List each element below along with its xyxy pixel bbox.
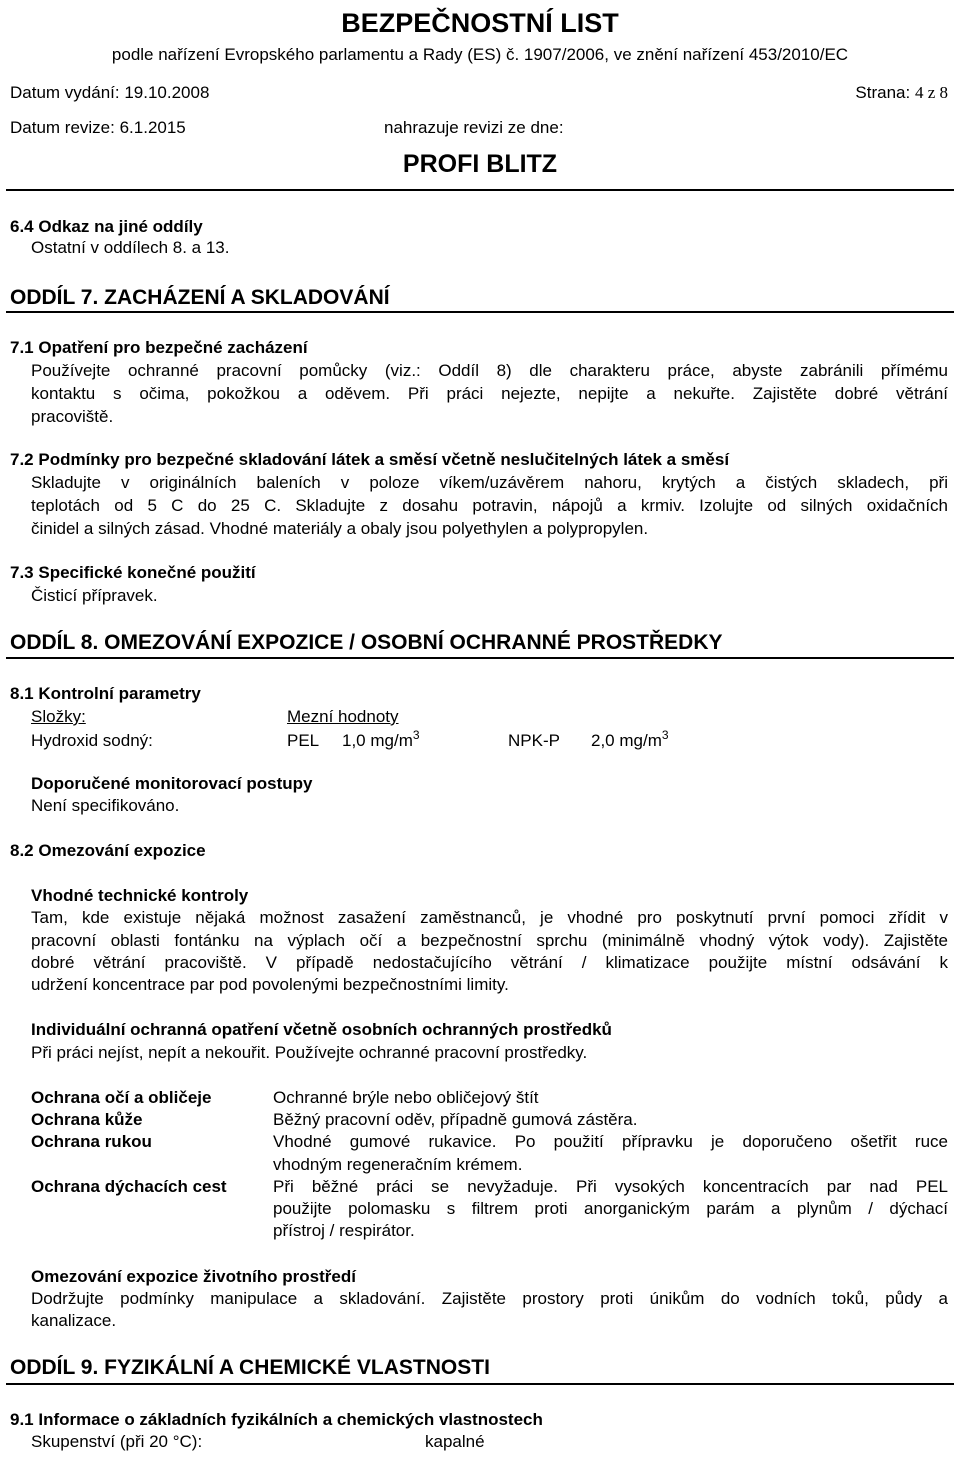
protection-label-skin: Ochrana kůže (31, 1110, 143, 1129)
header-divider (6, 189, 954, 191)
document-title: BEZPEČNOSTNÍ LIST (341, 8, 619, 38)
protection-label-eyes: Ochrana očí a obličeje (31, 1088, 212, 1107)
state-label: Skupenství (při 20 °C): (31, 1432, 203, 1451)
component-name: Hydroxid sodný: (31, 731, 153, 750)
pel-value: 1,0 $mg/m^3$ (342, 728, 420, 750)
tech-controls-line: udržení koncentrace par pod povolenými bezpečnostními limity. (31, 975, 509, 994)
protection-label-hands: Ochrana rukou (31, 1132, 152, 1151)
section-9-1-heading: 9.1 Informace o základních fyzikálních a chemických vlastnostech (10, 1410, 543, 1429)
protection-value-hands: vhodným regeneračním krémem. (273, 1155, 523, 1174)
protection-value-respiratory: Při běžné práci se nevyžaduje. Při vysokých koncentracích par nad PEL (273, 1177, 948, 1196)
column-limits: Mezní hodnoty (287, 707, 399, 726)
environmental-exposure-line: Dodržujte podmínky manipulace a skladování. Zajistěte prostory proti únikům do vodních toků, půdy a (31, 1289, 948, 1308)
column-components: Složky: (31, 707, 86, 726)
protection-value-skin: Běžný pracovní oděv, případně gumová zástěra. (273, 1110, 638, 1129)
section-8-divider (6, 657, 954, 659)
protection-value-eyes: Ochranné brýle nebo obličejový štít (273, 1088, 539, 1107)
section-7-divider (6, 311, 954, 313)
section-9-heading: ODDÍL 9. FYZIKÁLNÍ A CHEMICKÉ VLASTNOSTI (10, 1356, 490, 1379)
document-subtitle: podle nařízení Evropského parlamentu a Rady (ES) č. 1907/2006, ve znění nařízení 453/2010/EC (111, 45, 849, 64)
state-value: kapalné (425, 1432, 485, 1451)
npk-label: NPK-P (508, 731, 560, 750)
section-6-4-text: Ostatní v oddílech 8. a 13. (31, 238, 230, 257)
section-7-2-line: činidel a silných zásad. Vhodné materiály a obaly jsou polyethylen a polypropylen. (31, 519, 649, 538)
section-8-1-heading: 8.1 Kontrolní parametry (10, 684, 201, 703)
environmental-exposure-line: kanalizace. (31, 1311, 117, 1330)
page-indicator (855, 83, 948, 103)
section-7-2-heading: 7.2 Podmínky pro bezpečné skladování látek a směsí včetně neslučitelných látek a směsí (10, 450, 730, 469)
protection-value-respiratory: použijte polomasku s filtrem proti anorganickým parám a plynům / dýchací (273, 1199, 948, 1218)
section-8-heading: ODDÍL 8. OMEZOVÁNÍ EXPOZICE / OSOBNÍ OCHRANNÉ PROSTŘEDKY (10, 631, 723, 654)
revision-date: Datum revize: 6.1.2015 (10, 118, 186, 137)
protection-label-respiratory: Ochrana dýchacích cest (31, 1177, 227, 1196)
monitoring-text: Není specifikováno. (31, 796, 180, 815)
section-7-1-line: Používejte ochranné pracovní pomůcky (viz.: Oddíl 8) dle charakteru práce, abyste zabránili přímému (31, 361, 948, 380)
section-9-divider (6, 1383, 954, 1385)
section-7-1-line: pracoviště. (31, 407, 114, 426)
replaces-revision: nahrazuje revizi ze dne: (384, 118, 564, 137)
pel-label: PEL (287, 731, 320, 750)
tech-controls-heading: Vhodné technické kontroly (31, 886, 249, 905)
section-7-2-line: teplotách od 5 C do 25 C. Skladujte z dosahu potravin, nápojů a krmiv. Izolujte od silných oxidačních (31, 496, 948, 515)
section-7-2-line: Skladujte v originálních baleních v poloze víkem/uzávěrem nahoru, krytých a čistých skladech, při (31, 473, 948, 492)
section-7-3-text: Čisticí přípravek. (31, 586, 158, 605)
section-7-1-line: kontaktu s očima, pokožkou a oděvem. Při práci nejezte, nepijte a nekuřte. Zajistěte dobré větrání (31, 384, 948, 403)
tech-controls-line: Tam, kde existuje nějaká možnost zasažení zaměstnanců, je vhodné pro poskytnutí první pomoci zřídit v (31, 908, 948, 927)
section-6-4-heading: 6.4 Odkaz na jiné oddíly (10, 217, 203, 236)
protection-value-respiratory: přístroj / respirátor. (273, 1221, 415, 1240)
product-name: PROFI BLITZ (402, 150, 558, 178)
environmental-exposure-heading: Omezování expozice životního prostředí (31, 1267, 356, 1286)
individual-protection-heading: Individuální ochranná opatření včetně osobních ochranných prostředků (31, 1020, 612, 1039)
individual-protection-text: Při práci nejíst, nepít a nekouřit. Používejte ochranné pracovní prostředky. (31, 1043, 588, 1062)
section-7-heading: ODDÍL 7. ZACHÁZENÍ A SKLADOVÁNÍ (10, 286, 390, 309)
protection-value-hands: Vhodné gumové rukavice. Po použití přípravku je doporučeno ošetřit ruce (273, 1132, 948, 1151)
section-7-3-heading: 7.3 Specifické konečné použití (10, 563, 256, 582)
tech-controls-line: pracovní oblasti fontánku na výplach očí a bezpečnostní sprchu (minimálně vhodný výtok vody). Zajistěte (31, 931, 948, 950)
monitoring-heading: Doporučené monitorovací postupy (31, 774, 313, 793)
tech-controls-line: dobré větrání pracoviště. V případě nedostačujícího větrání / klimatizace použijte místní odsávání k (31, 953, 948, 972)
issue-date: Datum vydání: 19.10.2008 (10, 83, 210, 102)
npk-value: 2,0 $mg/m^3$ (591, 728, 669, 750)
section-8-2-heading: 8.2 Omezování expozice (10, 841, 206, 860)
page-number: 4 z 8 (914, 83, 948, 102)
page-label: Strana: (855, 83, 911, 102)
section-7-1-heading: 7.1 Opatření pro bezpečné zacházení (10, 338, 308, 357)
